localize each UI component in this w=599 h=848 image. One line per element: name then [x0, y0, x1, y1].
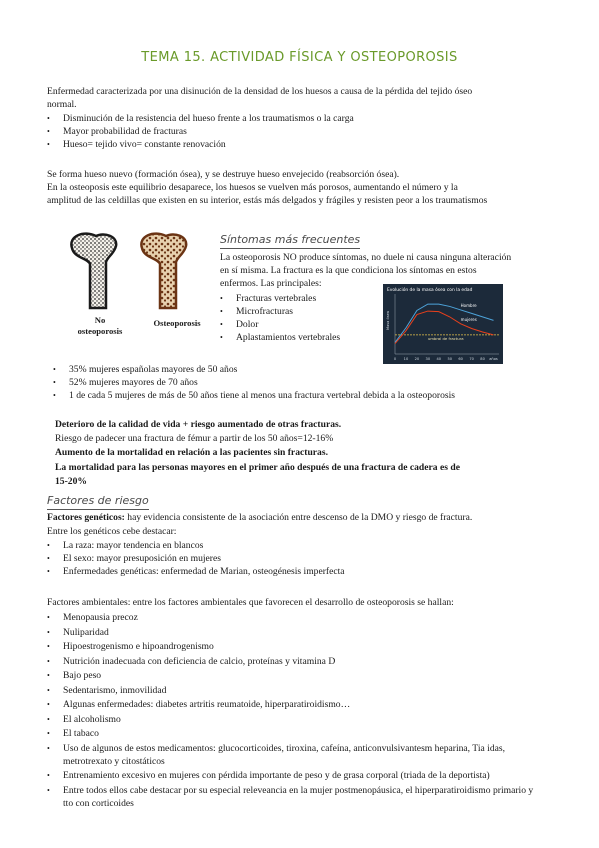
- environmental-line: Factores ambientales: entre los factores ambientales que favorecen el desarrollo de osteoporosis se hallan:: [47, 597, 454, 608]
- symptoms-heading: Síntomas más frecuentes: [220, 233, 360, 249]
- list-item: • Aplastamientos vertebrales: [220, 331, 340, 344]
- list-item: • Hueso= tejido vivo= constante renovación: [47, 138, 354, 151]
- bone-label-osteoporosis: Osteoporosis: [153, 318, 201, 328]
- summary-line-4: La mortalidad para las personas mayores en el primer año después de una fractura de cadera es de: [55, 462, 460, 473]
- list-item: • Fracturas vertebrales: [220, 292, 340, 305]
- remodel-line-3: amplitud de las celdillas que existen en su interior, estás más delgados y frágiles y resisten peor a los traumatismos: [47, 195, 488, 206]
- bone-mass-chart: [383, 284, 503, 364]
- list-item: • Enfermedades genéticas: enfermedad de Marian, osteogénesis imperfecta: [47, 565, 345, 578]
- chart-background: [383, 284, 503, 364]
- list-item: • Uso de algunos de estos medicamentos: glucocorticoides, tiroxina, cafeína, anticonvulsivantesm heparina, Tia idas, metrotrexato y citostáticos: [47, 742, 543, 768]
- list-item: • El tabaco: [47, 727, 547, 740]
- list-item: • 35% mujeres españolas mayores de 50 años: [53, 363, 455, 376]
- bone-label-normal: No osteoporosis: [77, 315, 123, 336]
- symptoms-line-3: enfermos. Las principales:: [220, 278, 322, 289]
- environmental-bullets: [47, 611, 547, 811]
- stats-bullets: [53, 363, 455, 402]
- summary-line-5: 15-20%: [55, 476, 87, 487]
- x-tick-label: 40: [436, 357, 442, 361]
- x-tick-label: 10: [403, 357, 409, 361]
- summary-line-2: Riesgo de padecer una fractura de fémur a partir de los 50 años=12-16%: [55, 433, 334, 444]
- normal-bone-icon: [71, 234, 116, 308]
- x-tick-label: años: [489, 357, 498, 361]
- list-item: • Microfracturas: [220, 305, 340, 318]
- list-item: • Dolor: [220, 318, 340, 331]
- list-item: • 1 de cada 5 mujeres de más de 50 años tiene al menos una fractura vertebral debida a la osteoporosis: [53, 389, 455, 402]
- intro-bullets: [47, 112, 354, 151]
- genetic-bullets: [47, 539, 345, 578]
- list-item: • Sedentarismo, inmovilidad: [47, 684, 547, 697]
- x-tick-label: 80: [480, 357, 485, 361]
- x-tick-label: 20: [414, 357, 420, 361]
- x-tick-label: 30: [425, 357, 431, 361]
- threshold-label: umbral de fractura: [427, 335, 464, 341]
- chart-y-label: Masa ósea: [386, 310, 390, 330]
- list-item: • La raza: mayor tendencia en blancos: [47, 539, 345, 552]
- genetic-line-1: Factores genéticos: hay evidencia consistente de la asociación entre descenso de la DMO y riesgo de fractura.: [47, 512, 473, 523]
- intro-line-1: Enfermedad caracterizada por una disinución de la densidad de los huesos a causa de la pérdida del tejido óseo: [47, 86, 473, 97]
- chart-title: Evolución de la masa ósea con la edad: [387, 288, 473, 293]
- osteoporotic-bone-icon: [141, 234, 186, 308]
- symptoms-line-2: en sí misma. La fractura es la que condiciona los síntomas en estos: [220, 265, 477, 276]
- list-item: • Menopausia precoz: [47, 611, 547, 624]
- risk-heading: Factores de riesgo: [47, 494, 149, 510]
- genetic-line-2: Entre los genéticos cebe destacar:: [47, 526, 177, 537]
- symptoms-bullets: [220, 292, 340, 344]
- symptoms-line-1: La osteoporosis NO produce síntomas, no duele ni causa ninguna alteración: [220, 252, 512, 263]
- x-tick-label: 50: [447, 357, 453, 361]
- series-label: Hombre: [460, 302, 477, 308]
- list-item: • El alcoholismo: [47, 713, 547, 726]
- list-item: • Hipoestrogenismo e hipoandrogenismo: [47, 640, 547, 653]
- list-item: • Entre todos ellos cabe destacar por su especial releveancia en la mujer postmenopáusica, el hiperparatiroidismo primario y tto con corticoides: [47, 784, 543, 810]
- series-label: mujeres: [460, 316, 477, 322]
- list-item: • Nuliparidad: [47, 626, 547, 639]
- x-tick-label: 0: [393, 357, 397, 361]
- remodel-line-1: Se forma hueso nuevo (formación ósea), y se destruye hueso envejecido (reabsorción ósea).: [47, 169, 400, 180]
- list-item: • Mayor probabilidad de fracturas: [47, 125, 354, 138]
- list-item: • Disminución de la resistencia del hueso frente a los traumatismos o la carga: [47, 112, 354, 125]
- summary-line-1: Deterioro de la calidad de vida + riesgo aumentado de otras fracturas.: [55, 419, 342, 430]
- x-tick-label: 70: [469, 357, 474, 361]
- list-item: • Nutrición inadecuada con deficiencia de calcio, proteínas y vitamina D: [47, 655, 547, 668]
- remodel-line-2: En la osteoposis este equilibrio desaparece, los huesos se vuelven más porosos, aumentando el número y la: [47, 182, 458, 193]
- list-item: • El sexo: mayor presuposición en mujeres: [47, 552, 345, 565]
- page-title: TEMA 15. ACTIVIDAD FÍSICA Y OSTEOPOROSIS: [141, 50, 458, 65]
- list-item: • Algunas enfermedades: diabetes artritis reumatoide, hiperparatiroidismo…: [47, 698, 547, 711]
- list-item: • 52% mujeres mayores de 70 años: [53, 376, 455, 389]
- bone-illustration: [66, 230, 216, 312]
- x-tick-label: 60: [458, 357, 463, 361]
- list-item: • Entrenamiento excesivo en mujeres con pérdida importante de peso y de grasa corporal (triada de la deportista): [47, 769, 547, 782]
- intro-line-2: normal.: [47, 99, 77, 110]
- summary-line-3: Aumento de la mortalidad en relación a las pacientes sin fracturas.: [55, 447, 328, 458]
- list-item: • Bajo peso: [47, 669, 547, 682]
